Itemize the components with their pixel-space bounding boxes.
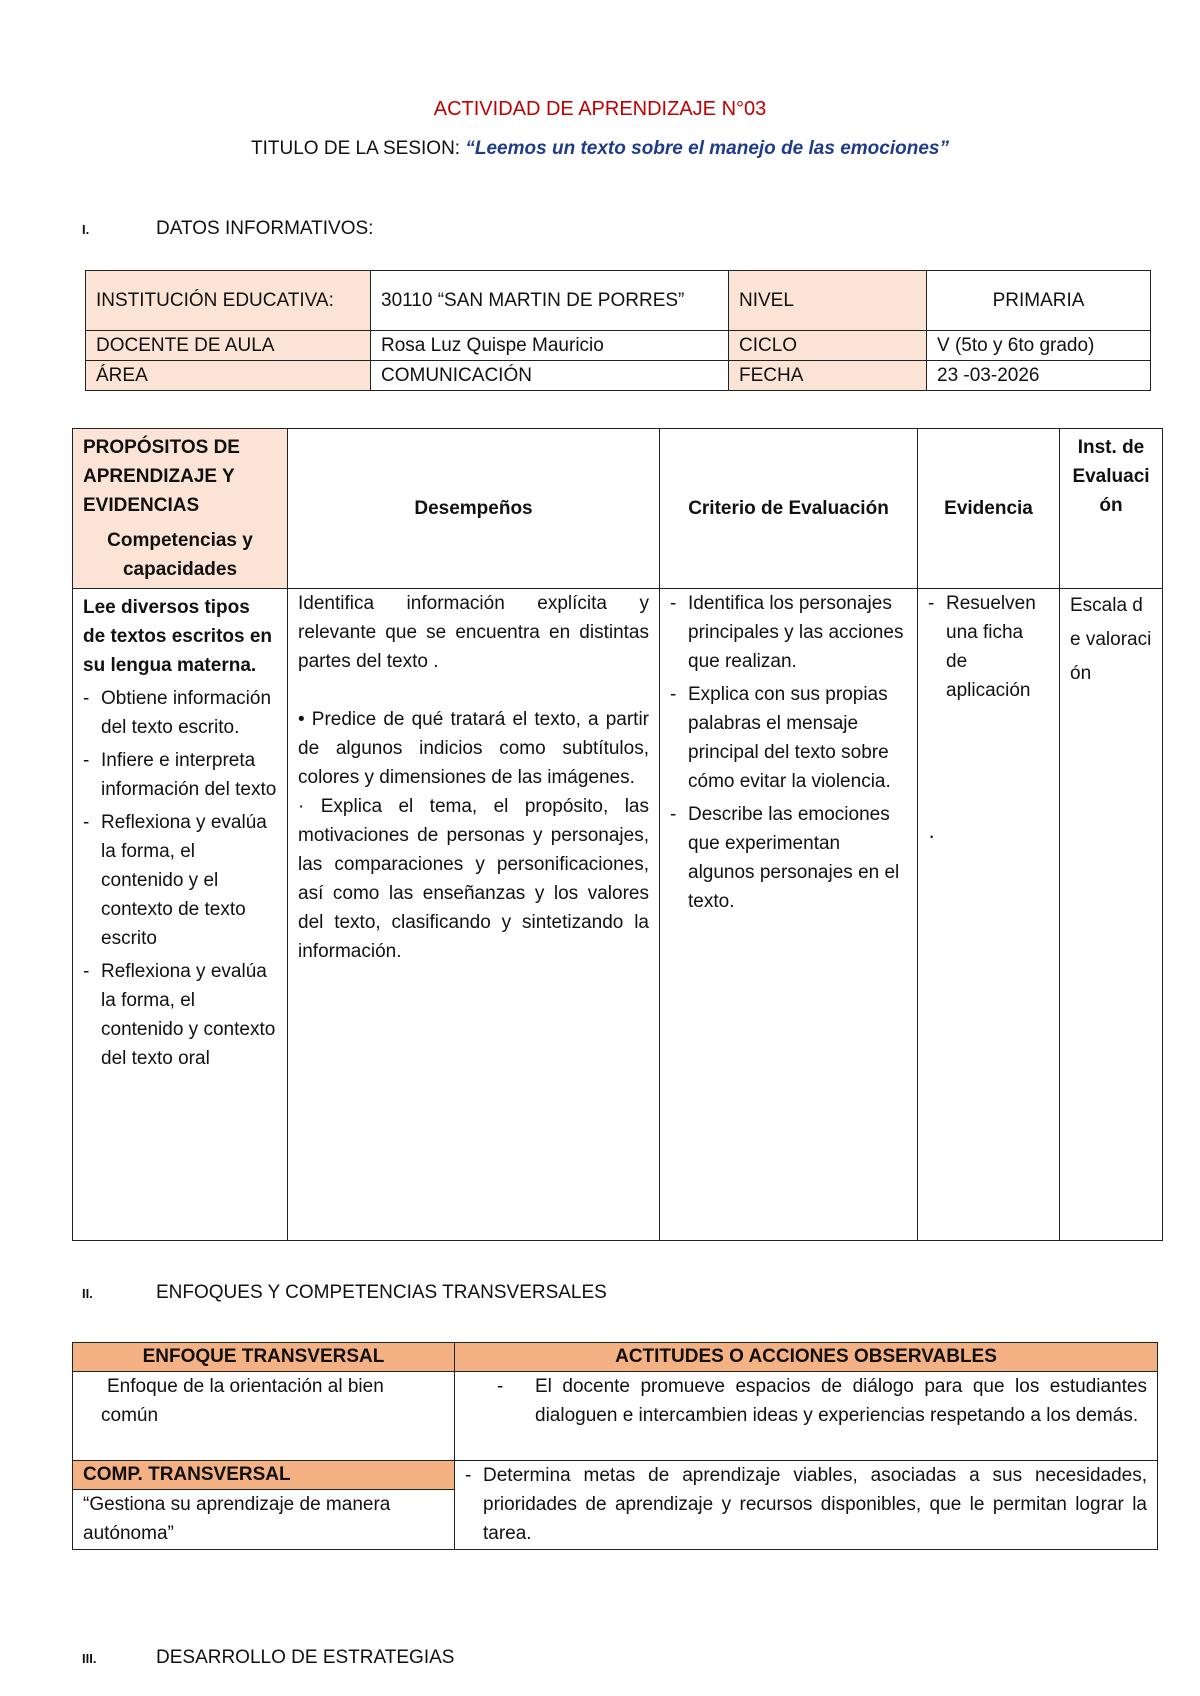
comp-value: “Gestiona su aprendizaje de manera autónoma” [73, 1490, 455, 1550]
list-item: - Reflexiona y evalúa la forma, el contenido y el contexto de texto escrito [83, 808, 277, 953]
section-3-title: DESARROLLO DE ESTRATEGIAS [156, 1647, 455, 1668]
info-label: INSTITUCIÓN EDUCATIVA: [86, 271, 371, 331]
desempeno-text: · Explica el tema, el propósito, las motivaciones de personas y personajes, las comparaciones y personificaciones, así como las enseñanzas y los valores del texto, clasificando y sintetizando la información. [298, 796, 649, 962]
info-value: COMUNICACIÓN [371, 361, 729, 391]
evidencia-bullet: · [928, 823, 936, 848]
info-value: PRIMARIA [927, 271, 1151, 331]
competencies-cell [73, 589, 288, 1241]
header-desempenos: Desempeños [288, 429, 660, 589]
transversal-header-row [73, 1343, 1158, 1372]
desempeno-text: Identifica información explícita y relevante que se encuentra en distintas partes del texto . [298, 593, 649, 672]
info-value: Rosa Luz Quispe Mauricio [371, 331, 729, 361]
enfoque-action-cell [455, 1372, 1158, 1461]
list-item: - Identifica los personajes principales y las acciones que realizan. [670, 589, 907, 676]
evidencia-cell [918, 589, 1060, 1241]
section-2-number: II. [82, 1286, 93, 1301]
comp-action-list [465, 1461, 1147, 1548]
info-value: 30110 “SAN MARTIN DE PORRES” [371, 271, 729, 331]
section-2-title: ENFOQUES Y COMPETENCIAS TRANSVERSALES [156, 1282, 607, 1303]
info-row [86, 331, 1151, 361]
criterios-cell [660, 589, 918, 1241]
info-label: NIVEL [729, 271, 927, 331]
section-3-number: III. [82, 1651, 97, 1666]
info-row [86, 361, 1151, 391]
info-label: FECHA [729, 361, 927, 391]
enfoque-action-list [497, 1372, 1147, 1430]
purposes-table [72, 428, 1163, 1241]
comp-header: COMP. TRANSVERSAL [73, 1461, 455, 1490]
comp-header-row [73, 1461, 1158, 1490]
info-value: V (5to y 6to grado) [927, 331, 1151, 361]
enfoque-value: Enfoque de la orientación al bien común [73, 1372, 455, 1461]
section-1-title: DATOS INFORMATIVOS: [156, 218, 374, 239]
competencia-text: Lee diversos tipos de textos escritos en su lengua materna. [83, 597, 273, 676]
info-label: ÁREA [86, 361, 371, 391]
info-row [86, 271, 1151, 331]
header-instrumento: Inst. de Evaluación [1060, 429, 1163, 589]
session-title-line [0, 138, 1200, 160]
section-1-heading [82, 218, 373, 240]
desempenos-cell [288, 589, 660, 1241]
document-title: ACTIVIDAD DE APRENDIZAJE N°03 [433, 98, 767, 120]
session-label: TITULO DE LA SESION: [251, 138, 461, 159]
comp-action-cell [455, 1461, 1158, 1550]
info-label: CICLO [729, 331, 927, 361]
session-title: “Leemos un texto sobre el manejo de las emociones” [465, 138, 949, 159]
instrumento-cell: Escala de valoración [1060, 589, 1163, 1241]
evidencia-list [928, 589, 1049, 705]
capacidades-list [83, 684, 277, 1073]
header-criterio: Criterio de Evaluación [660, 429, 918, 589]
enfoque-row [73, 1372, 1158, 1461]
section-1-number: I. [82, 222, 90, 237]
actitudes-header: ACTITUDES O ACCIONES OBSERVABLES [455, 1343, 1158, 1372]
section-2-heading [82, 1282, 607, 1304]
header-competencies-label: Competencias y capacidades [107, 530, 253, 580]
list-item: - Obtiene información del texto escrito. [83, 684, 277, 742]
purposes-body-row [73, 589, 1163, 1241]
info-label: DOCENTE DE AULA [86, 331, 371, 361]
desempeno-text: • Predice de qué tratará el texto, a partir de algunos indicios como subtítulos, colores y dimensiones de las imágenes. [298, 709, 649, 788]
list-item: - Determina metas de aprendizaje viables, asociadas a sus necesidades, prioridades de aprendizaje y recursos disponibles, que le permitan lograr la tarea. [465, 1461, 1147, 1548]
purposes-header-competencies [73, 429, 288, 589]
info-table [85, 270, 1151, 391]
list-item: - Resuelven una ficha de aplicación [928, 589, 1049, 705]
transversal-table [72, 1342, 1158, 1550]
criterios-list [670, 589, 907, 916]
list-item: - Reflexiona y evalúa la forma, el contenido y contexto del texto oral [83, 957, 277, 1073]
list-item: - Describe las emociones que experimentan algunos personajes en el texto. [670, 800, 907, 916]
list-item: - Infiere e interpreta información del texto [83, 746, 277, 804]
enfoque-header: ENFOQUE TRANSVERSAL [73, 1343, 455, 1372]
section-3-heading [82, 1647, 454, 1669]
header-evidencia: Evidencia [918, 429, 1060, 589]
info-value: 23 -03-2026 [927, 361, 1151, 391]
header-purposes-label: PROPÓSITOS DE APRENDIZAJE Y EVIDENCIAS [83, 437, 240, 516]
list-item: - Explica con sus propias palabras el mensaje principal del texto sobre cómo evitar la violencia. [670, 680, 907, 796]
list-item: - El docente promueve espacios de diálogo para que los estudiantes dialoguen e intercambien ideas y experiencias respetando a los demás. [497, 1372, 1147, 1430]
purposes-header-row [73, 429, 1163, 589]
